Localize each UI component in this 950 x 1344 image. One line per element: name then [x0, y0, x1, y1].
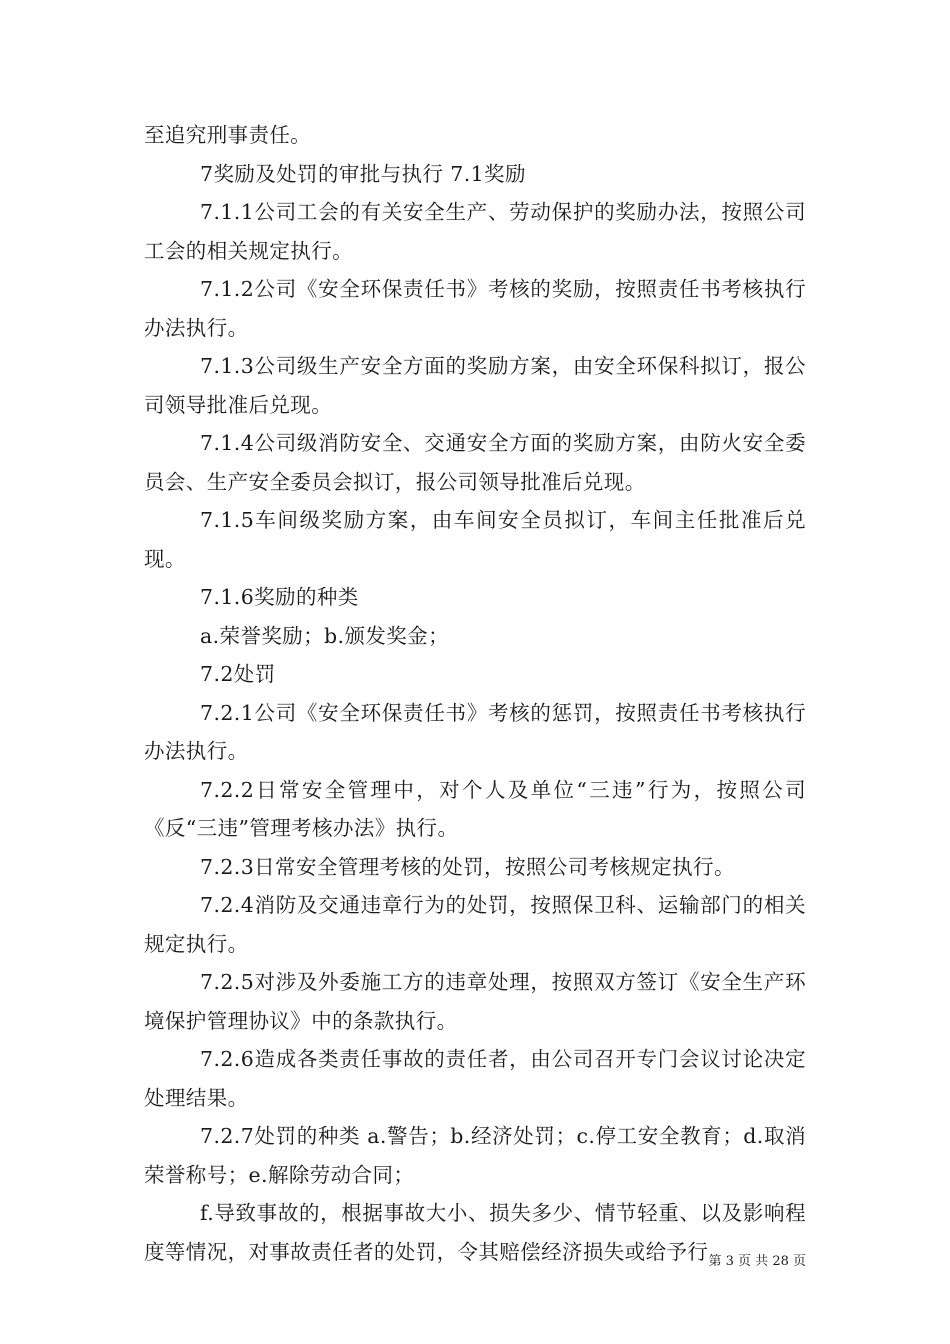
paragraph: 7.1.4公司级消防安全、交通安全方面的奖励方案，由防火安全委员会、生产安全委员会拟订，报公司领导批准后兑现。	[144, 431, 806, 494]
paragraph: 7.2.4消防及交通违章行为的处罚，按照保卫科、运输部门的相关规定执行。	[144, 893, 806, 956]
paragraph: 7.2处罚	[200, 662, 276, 686]
paragraph: 7.1.5车间级奖励方案，由车间安全员拟订，车间主任批准后兑现。	[144, 508, 806, 571]
document-body	[144, 116, 806, 1271]
paragraph: 7.2.2日常安全管理中，对个人及单位“三违”行为，按照公司《反“三违”管理考核办法》执行。	[144, 777, 806, 840]
paragraph: 7.2.3日常安全管理考核的处罚，按照公司考核规定执行。	[200, 854, 735, 879]
paragraph: 7.1.2公司《安全环保责任书》考核的奖励，按照责任书考核执行办法执行。	[144, 277, 806, 340]
paragraph: f.导致事故的，根据事故大小、损失多少、情节轻重、以及影响程度等情况，对事故责任者的处罚，令其赔偿经济损失或给予行	[144, 1201, 806, 1264]
paragraph: 7.2.1公司《安全环保责任书》考核的惩罚，按照责任书考核执行办法执行。	[144, 700, 806, 763]
paragraph: 至追究刑事责任。	[144, 123, 312, 147]
paragraph: 7.1.3公司级生产安全方面的奖励方案，由安全环保科拟订，报公司领导批准后兑现。	[144, 354, 806, 417]
paragraph: 7.1.6奖励的种类	[200, 585, 359, 609]
paragraph: 7.2.6造成各类责任事故的责任者，由公司召开专门会议讨论决定处理结果。	[144, 1047, 806, 1110]
paragraph: 7.1.1公司工会的有关安全生产、劳动保护的奖励办法，按照公司工会的相关规定执行。	[144, 200, 806, 263]
paragraph: 7.2.5对涉及外委施工方的违章处理，按照双方签订《安全生产环境保护管理协议》中的条款执行。	[144, 970, 806, 1033]
paragraph: a.荣誉奖励；b.颁发奖金；	[200, 623, 449, 648]
paragraph: 7.2.7处罚的种类 a.警告；b.经济处罚；c.停工安全教育；d.取消荣誉称号；e.解除劳动合同；	[144, 1124, 806, 1187]
paragraph: 7奖励及处罚的审批与执行 7.1奖励	[200, 161, 526, 186]
page-number-footer: 第 3 页 共 28 页	[708, 1254, 806, 1269]
